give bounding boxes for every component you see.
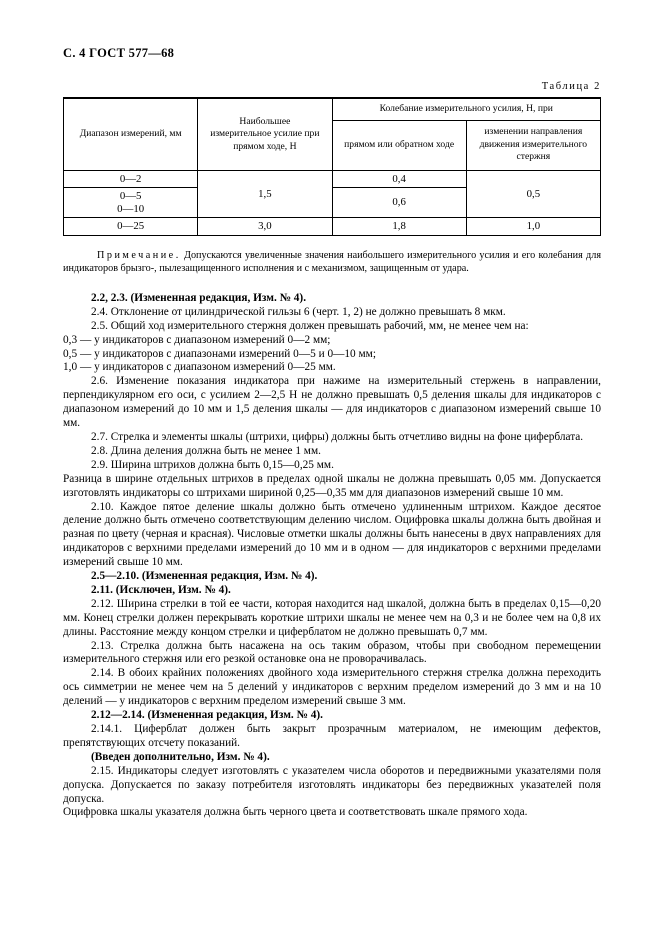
paragraph: 2.8. Длина деления должна быть не менее 1 мм. (91, 444, 321, 457)
paragraph: 2.6. Изменение показания индикатора при нажиме на измерительный стержень в направлении, перпендикулярном его оси, с усилием 2—2,5 Н не должно превышать 0,5 деления шкалы для индикаторов с диапазоном измерений до 10 мм и 1,5 деления шкалы — для индикаторов с диапазоном измерений свыше 10 мм. (63, 375, 601, 430)
table-cell-oscillation: 1,0 (466, 218, 600, 236)
table-cell-range: 0—25 (64, 218, 198, 236)
paragraph: 2.12. Ширина стрелки в той ее части, которая находится над шкалой, должна быть в пределах 0,15—0,20 мм. Конец стрелки должен перекрывать короткие штрихи шкалы не менее чем на 0,3 и не более чем на 0,8 их длины. Расстояние между концом стрелки и циферблатом не должно превышать 0,7 мм. (63, 597, 601, 638)
table-cell-line: 0—5 (119, 190, 142, 202)
col-header-direct-reverse: прямом или обратном ходе (332, 120, 466, 170)
table-cell-force: 1,5 (198, 170, 332, 218)
paragraph: 2.15. Индикаторы следует изготовлять с указателем числа оборотов и передвижными указателями поля допуска. Допускается по заказу потребителя изготовлять индикаторы без передвижных указателей поля допуска. (63, 764, 601, 805)
col-header-oscillation-group: Колебание измерительного усилия, Н, при (332, 98, 601, 120)
paragraph: Разница в ширине отдельных штрихов в пределах одной шкалы не должна превышать 0,05 мм. Допускается изготовлять индикаторы со штрихами шириной 0,25—0,35 мм для диапазонов измерений свыше 10 мм. (63, 472, 601, 499)
table-note (63, 249, 601, 275)
note-text: Допускаются увеличенные значения наибольшего измерительного усилия и его колебания для индикаторов брызго-, пылезащищенного исполнения и с механизмом, защищенным от удара. (63, 249, 601, 274)
table-cell-range (64, 188, 198, 218)
paragraph: 2.11. (Исключен, Изм. № 4). (91, 583, 231, 596)
col-header-max-force: Наибольшее измерительное усилие при прямом ходе, Н (198, 98, 332, 170)
measurement-table (63, 97, 601, 236)
paragraph: 2.5—2.10. (Измененная редакция, Изм. № 4). (91, 570, 318, 583)
page-header: С. 4 ГОСТ 577—68 (63, 46, 175, 60)
table-cell-force: 3,0 (198, 218, 332, 236)
paragraph: 0,3 — у индикаторов с диапазоном измерений 0—2 мм; (63, 333, 331, 346)
table-cell-oscillation: 1,8 (332, 218, 466, 236)
table-cell-range: 0—2 (64, 170, 198, 188)
paragraph: 1,0 — у индикаторов с диапазоном измерений 0—25 мм. (63, 361, 336, 374)
paragraph: 2.14. В обоих крайних положениях двойного хода измерительного стержня стрелка должна переходить ось симметрии не менее чем на 5 делений у индикаторов с верхним пределом измерений до 3 мм и на 10 делений — у индикаторов с верхним пределом измерений свыше 3 мм. (63, 667, 601, 708)
paragraph: (Введен дополнительно, Изм. № 4). (91, 750, 270, 763)
document-body (63, 292, 601, 820)
note-label: Примечание. (97, 249, 181, 261)
paragraph: 2.2, 2.3. (Измененная редакция, Изм. № 4). (91, 291, 307, 304)
paragraph: 2.12—2.14. (Измененная редакция, Изм. № 4). (91, 709, 323, 722)
paragraph: 2.9. Ширина штрихов должна быть 0,15—0,25 мм. (91, 458, 334, 471)
table-cell-oscillation: 0,5 (466, 170, 600, 218)
paragraph: 2.7. Стрелка и элементы шкалы (штрихи, цифры) должны быть отчетливо видны на фоне циферблата. (91, 430, 584, 443)
paragraph: 2.5. Общий ход измерительного стержня должен превышать рабочий, мм, не менее чем на: (91, 319, 529, 332)
table-caption: Таблица 2 (541, 81, 601, 92)
table-row (64, 170, 601, 188)
paragraph: 2.14.1. Циферблат должен быть закрыт прозрачным материалом, не имеющим дефектов, препятствующих отсчету показаний. (63, 723, 601, 749)
table-cell-oscillation: 0,4 (332, 170, 466, 188)
table-row (64, 218, 601, 236)
paragraph: 2.13. Стрелка должна быть насажена на ось таким образом, чтобы при свободном перемещении измерительного стержня или его резкой остановке она не проворачивалась. (63, 639, 601, 666)
col-header-direction-change: изменении направления движения измерительного стержня (466, 120, 600, 170)
paragraph: Оцифровка шкалы указателя должна быть черного цвета и соответствовать шкале прямого хода. (63, 806, 528, 819)
col-header-range: Диапазон измерений, мм (64, 98, 198, 170)
table-cell-line: 0—10 (117, 202, 145, 215)
paragraph: 0,5 — у индикаторов с диапазонами измерений 0—5 и 0—10 мм; (63, 347, 376, 360)
paragraph: 2.10. Каждое пятое деление шкалы должно быть отмечено удлиненным штрихом. Каждое десятое деление должно быть отмечено соответствующим делению числом. Оцифровка шкалы должна быть двойная и разная по цвету (черная и красная). Числовые отметки шкалы должны быть нанесены в двух направлениях для индикаторов с верхними пределами измерений до 10 мм и в одном — для индикаторов с верхними пределами измерений свыше 10 мм. (63, 500, 601, 569)
paragraph: 2.4. Отклонение от цилиндрической гильзы 6 (черт. 1, 2) не должно превышать 8 мкм. (91, 305, 506, 318)
table-header-row (64, 98, 601, 120)
table-cell-oscillation: 0,6 (332, 188, 466, 218)
